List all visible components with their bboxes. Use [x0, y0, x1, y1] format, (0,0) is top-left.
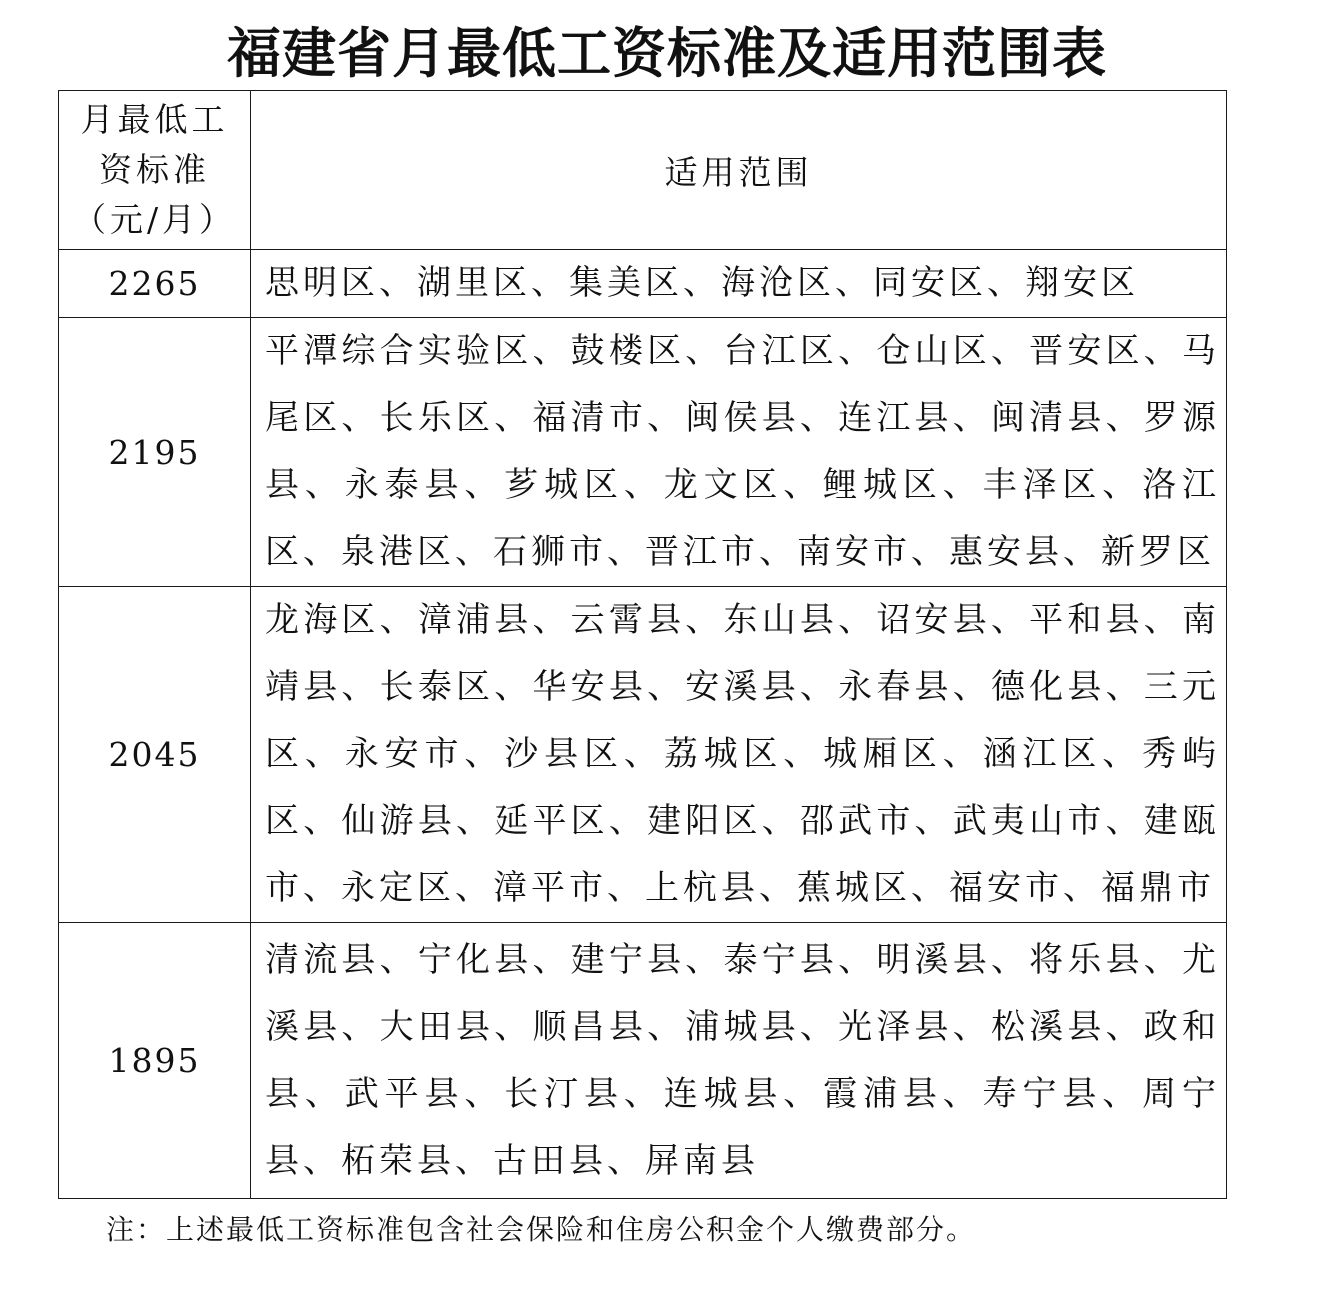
header-wage-standard	[59, 91, 251, 250]
page-title: 福建省月最低工资标准及适用范围表	[227, 22, 1107, 85]
table-row	[59, 923, 1227, 1199]
wage-value: 2195	[59, 318, 251, 587]
footnote: 注：上述最低工资标准包含社会保险和住房公积金个人缴费部分。	[106, 1213, 977, 1246]
scope-value: 龙海区、漳浦县、云霄县、东山县、诏安县、平和县、南靖县、长泰区、华安县、安溪县、永春县、德化县、三元区、永安市、沙县区、荔城区、城厢区、涵江区、秀屿区、仙游县、延平区、建阳区、邵武市、武夷山市、建瓯市、永定区、漳平市、上杭县、蕉城区、福安市、福鼎市	[251, 587, 1227, 923]
scope-value: 思明区、湖里区、集美区、海沧区、同安区、翔安区	[251, 250, 1227, 318]
scope-value: 平潭综合实验区、鼓楼区、台江区、仓山区、晋安区、马尾区、长乐区、福清市、闽侯县、连江县、闽清县、罗源县、永泰县、芗城区、龙文区、鲤城区、丰泽区、洛江区、泉港区、石狮市、晋江市、南安市、惠安县、新罗区	[251, 318, 1227, 587]
table-header-row	[59, 91, 1227, 250]
wage-standard-table	[58, 90, 1227, 1199]
scope-value: 清流县、宁化县、建宁县、泰宁县、明溪县、将乐县、尤溪县、大田县、顺昌县、浦城县、光泽县、松溪县、政和县、武平县、长汀县、连城县、霞浦县、寿宁县、周宁县、柘荣县、古田县、屏南县	[251, 923, 1227, 1199]
header-wage-line-2: 资标准	[99, 150, 210, 189]
table-row	[59, 250, 1227, 318]
wage-value: 2265	[59, 250, 251, 318]
table-row	[59, 318, 1227, 587]
table-row	[59, 587, 1227, 923]
header-scope: 适用范围	[251, 91, 1227, 250]
wage-value: 2045	[59, 587, 251, 923]
wage-value: 1895	[59, 923, 251, 1199]
header-wage-line-1: 月最低工	[80, 100, 229, 139]
header-wage-line-3: （元/月）	[72, 200, 237, 239]
